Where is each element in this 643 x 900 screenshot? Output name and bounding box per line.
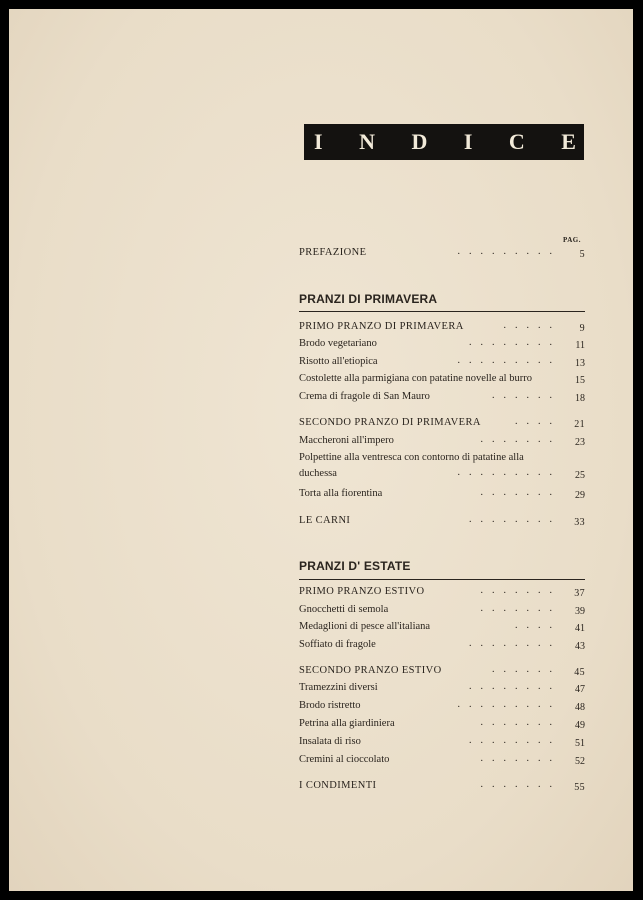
toc-entry[interactable] — [299, 778, 585, 794]
toc-entry-page: 39 — [575, 606, 585, 617]
toc-entry[interactable] — [299, 752, 585, 768]
toc-entry-label: Medaglioni di pesce all'italiana — [299, 621, 431, 632]
section-rule — [299, 579, 585, 580]
toc-entry[interactable] — [299, 513, 585, 529]
toc-entry-label: Torta alla fiorentina — [299, 488, 383, 499]
leader-dots: ......... — [457, 355, 561, 366]
toc-entry-page: 49 — [575, 720, 585, 731]
toc-entry-label: Crema di fragole di San Mauro — [299, 391, 430, 402]
toc-entry[interactable] — [299, 371, 585, 387]
leader-dots: .... — [515, 620, 561, 631]
toc-entry[interactable] — [299, 354, 585, 370]
toc-entry-page: 15 — [575, 375, 585, 386]
toc-entry-label: Risotto all'etiopica — [299, 356, 378, 367]
toc-entry-label: Cremini al cioccolato — [299, 754, 390, 765]
toc-entry-label: LE CARNI — [299, 515, 351, 526]
toc-entry[interactable] — [299, 734, 585, 750]
toc-entry[interactable] — [299, 450, 585, 484]
leader-dots: ..... — [503, 320, 561, 331]
title-letter: I — [314, 129, 323, 154]
toc-entry-label: Brodo vegetariano — [299, 338, 377, 349]
title-letter: C — [508, 129, 525, 154]
toc-entry-page: 41 — [575, 623, 585, 634]
title-letter: D — [411, 129, 428, 154]
toc-entry-label: Soffiato di fragole — [299, 639, 376, 650]
toc-entry-page: 37 — [574, 588, 585, 599]
toc-entry-page: 29 — [575, 490, 585, 501]
toc-entry[interactable] — [299, 602, 585, 618]
leader-dots: ....... — [480, 487, 561, 498]
toc-entry[interactable] — [299, 415, 585, 431]
toc-entry[interactable] — [299, 698, 585, 714]
toc-entry-label: I CONDIMENTI — [299, 780, 377, 791]
toc-entry-page: 51 — [575, 738, 585, 749]
leader-dots: ........ — [469, 735, 561, 746]
toc-entry-label: PRIMO PRANZO ESTIVO — [299, 586, 425, 597]
section-rule — [299, 311, 585, 312]
toc-entry-label: Insalata di riso — [299, 736, 361, 747]
toc-entry-label: SECONDO PRANZO ESTIVO — [299, 665, 442, 676]
toc-entry[interactable] — [299, 637, 585, 653]
toc-entry-page: 47 — [575, 684, 585, 695]
toc-entry[interactable] — [299, 486, 585, 502]
toc-entry-page: 33 — [574, 517, 585, 528]
toc-entry[interactable] — [299, 433, 585, 449]
toc-entry-page: 43 — [575, 641, 585, 652]
leader-dots: ........ — [469, 638, 561, 649]
leader-dots: ....... — [480, 585, 561, 596]
toc-entry-page: 52 — [575, 756, 585, 767]
toc-entry[interactable] — [299, 584, 585, 600]
leader-dots: ....... — [480, 779, 561, 790]
leader-dots: ........ — [469, 337, 561, 348]
toc-entry-label: Gnocchetti di semola — [299, 604, 389, 615]
toc-entry-page: 23 — [575, 437, 585, 448]
toc-entry-page: 21 — [574, 419, 585, 430]
toc-entry-page: 18 — [575, 393, 585, 404]
leader-dots: ....... — [480, 717, 561, 728]
leader-dots: ........ — [469, 681, 561, 692]
toc-entry[interactable] — [299, 680, 585, 696]
leader-dots: ....... — [480, 603, 561, 614]
toc-entry[interactable] — [299, 619, 585, 635]
toc-entry-label: Tramezzini diversi — [299, 682, 378, 693]
toc-entry-label: SECONDO PRANZO DI PRIMAVERA — [299, 417, 481, 428]
toc-entry[interactable] — [299, 663, 585, 679]
leader-dots: ....... — [480, 753, 561, 764]
toc-entry-page: 11 — [575, 340, 585, 351]
title-letter: N — [359, 129, 375, 154]
toc-entry-page: 9 — [579, 323, 585, 334]
toc-entry-page: 45 — [574, 667, 585, 678]
toc-entry-preface[interactable] — [299, 245, 585, 261]
leader-dots: ...... — [492, 390, 561, 401]
toc-entry-label-continued: duchessa — [299, 468, 337, 479]
toc-entry-label: Petrina alla giardiniera — [299, 718, 395, 729]
toc-entry-page: 48 — [575, 702, 585, 713]
toc-entry-page: 25 — [575, 470, 585, 481]
page-column-label: PAG. — [563, 236, 582, 244]
toc-entry-label: Costolette alla parmigiana con patatine novelle al burro — [299, 373, 532, 384]
leader-dots: ......... — [457, 246, 561, 257]
toc-entry-page: 55 — [574, 782, 585, 793]
toc-entry-label: PREFAZIONE — [299, 247, 367, 258]
leader-dots: ......... — [457, 467, 561, 478]
toc-entry-label: Polpettine alla ventresca con contorno di patatine alla — [299, 452, 524, 463]
leader-dots: ........ — [469, 514, 561, 525]
toc-entry[interactable] — [299, 716, 585, 732]
book-page — [9, 9, 633, 891]
toc-entry-label: Brodo ristretto — [299, 700, 361, 711]
leader-dots: ....... — [480, 434, 561, 445]
toc-entry[interactable] — [299, 389, 585, 405]
section-heading-summer: PRANZI D' ESTATE — [299, 559, 411, 573]
toc-entry[interactable] — [299, 319, 585, 335]
leader-dots: ......... — [457, 699, 561, 710]
index-title-banner — [304, 124, 584, 160]
toc-entry-page: 5 — [579, 249, 585, 260]
title-letter: I — [463, 129, 473, 154]
toc-entry-page: 13 — [575, 358, 585, 369]
toc-entry-label: Maccheroni all'impero — [299, 435, 394, 446]
leader-dots: ...... — [492, 664, 561, 675]
leader-dots: .... — [515, 416, 561, 427]
section-heading-spring: PRANZI DI PRIMAVERA — [299, 292, 438, 306]
toc-entry[interactable] — [299, 336, 585, 352]
title-letter: E — [561, 129, 576, 154]
toc-entry-label: PRIMO PRANZO DI PRIMAVERA — [299, 321, 464, 332]
